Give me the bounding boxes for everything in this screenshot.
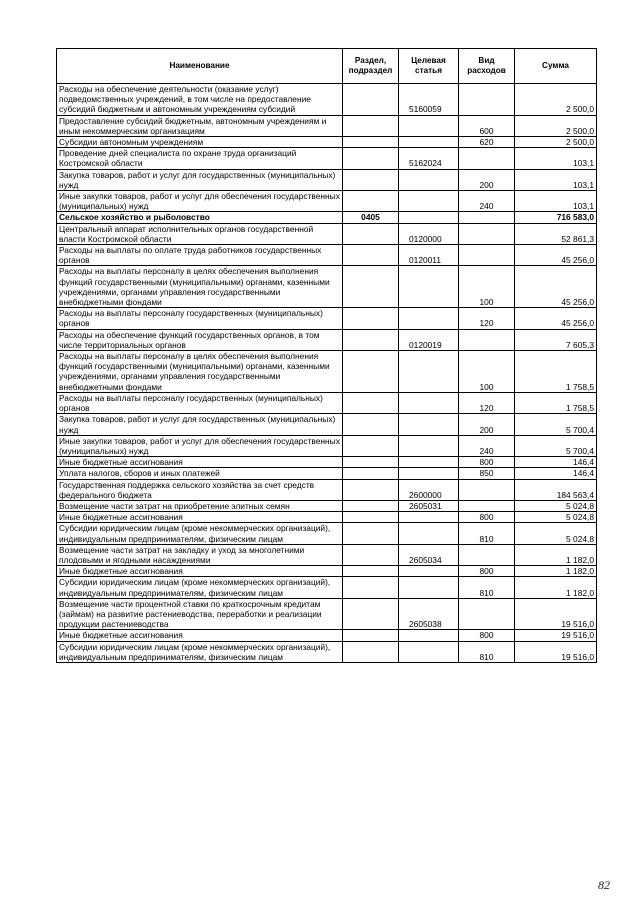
row-section-cell (343, 577, 399, 598)
row-section-cell (343, 457, 399, 468)
row-section-cell (343, 630, 399, 641)
row-name-cell: Расходы на обеспечение функций государственных органов, в том числе территориальных органов (57, 329, 343, 350)
row-section-cell (343, 544, 399, 565)
row-section-cell (343, 523, 399, 544)
table-row (57, 351, 597, 393)
row-section-cell: 0405 (343, 212, 399, 223)
row-target-cell (399, 641, 459, 662)
row-name-cell: Иные бюджетные ассигнования (57, 512, 343, 523)
row-target-cell: 2600000 (399, 479, 459, 500)
row-name-cell: Субсидии юридическим лицам (кроме некоммерческих организаций), индивидуальным предпринимателям, физическим лицам (57, 577, 343, 598)
row-section-cell (343, 598, 399, 630)
row-sum-cell: 5 700,4 (515, 414, 597, 435)
row-sum-cell: 184 563,4 (515, 479, 597, 500)
row-type-cell: 240 (459, 435, 515, 456)
row-sum-cell: 1 758,5 (515, 351, 597, 393)
row-sum-cell: 45 256,0 (515, 266, 597, 308)
row-target-cell: 0120000 (399, 223, 459, 244)
budget-table (56, 48, 597, 663)
row-target-cell (399, 512, 459, 523)
row-type-cell (459, 84, 515, 116)
row-sum-cell: 45 256,0 (515, 308, 597, 329)
budget-sheet (56, 48, 596, 663)
row-name-cell: Иные бюджетные ассигнования (57, 630, 343, 641)
row-target-cell: 2605031 (399, 500, 459, 511)
row-section-cell (343, 191, 399, 212)
row-target-cell: 5162024 (399, 148, 459, 169)
row-name-cell: Возмещение части процентной ставки по краткосрочным кредитам (займам) на развитие растениеводства, переработки и реализации продукции растениеводства (57, 598, 343, 630)
table-row (57, 598, 597, 630)
table-row (57, 512, 597, 523)
table-row (57, 148, 597, 169)
row-target-cell (399, 566, 459, 577)
header-type: Вид расходов (459, 49, 515, 84)
row-sum-cell: 52 861,3 (515, 223, 597, 244)
table-row (57, 544, 597, 565)
row-sum-cell: 5 024,8 (515, 523, 597, 544)
row-section-cell (343, 245, 399, 266)
row-sum-cell: 2 500,0 (515, 137, 597, 148)
row-target-cell: 0120019 (399, 329, 459, 350)
row-sum-cell: 716 583,0 (515, 212, 597, 223)
row-target-cell (399, 468, 459, 479)
table-row (57, 641, 597, 662)
table-row (57, 566, 597, 577)
table-row (57, 500, 597, 511)
header-name: Наименование (57, 49, 343, 84)
row-name-cell: Центральный аппарат исполнительных органов государственной власти Костромской области (57, 223, 343, 244)
row-section-cell (343, 148, 399, 169)
header-sum: Сумма (515, 49, 597, 84)
row-section-cell (343, 468, 399, 479)
table-row (57, 84, 597, 116)
row-name-cell: Иные закупки товаров, работ и услуг для обеспечения государственных (муниципальных) нужд (57, 435, 343, 456)
row-sum-cell: 146,4 (515, 468, 597, 479)
row-type-cell (459, 148, 515, 169)
row-sum-cell: 1 182,0 (515, 577, 597, 598)
row-name-cell: Расходы на выплаты по оплате труда работников государственных органов (57, 245, 343, 266)
row-type-cell: 800 (459, 566, 515, 577)
table-row (57, 392, 597, 413)
page-number-mark: 82 (598, 878, 610, 892)
row-sum-cell: 1 182,0 (515, 544, 597, 565)
row-type-cell (459, 598, 515, 630)
row-name-cell: Государственная поддержка сельского хозяйства за счет средств федерального бюджета (57, 479, 343, 500)
table-row (57, 191, 597, 212)
row-sum-cell: 5 024,8 (515, 500, 597, 511)
row-type-cell: 600 (459, 115, 515, 136)
row-type-cell: 800 (459, 512, 515, 523)
table-row (57, 577, 597, 598)
row-sum-cell: 1 758,5 (515, 392, 597, 413)
row-sum-cell: 2 500,0 (515, 115, 597, 136)
row-type-cell: 120 (459, 308, 515, 329)
row-section-cell (343, 500, 399, 511)
table-row (57, 308, 597, 329)
row-section-cell (343, 479, 399, 500)
row-type-cell: 810 (459, 577, 515, 598)
row-target-cell (399, 137, 459, 148)
row-target-cell: 2605034 (399, 544, 459, 565)
row-name-cell: Проведение дней специалиста по охране труда организаций Костромской области (57, 148, 343, 169)
row-name-cell: Расходы на выплаты персоналу в целях обеспечения выполнения функций государственными (муниципальными) органами, казенными учреждениями, органами управления государственными внебюджетными фондами (57, 266, 343, 308)
row-sum-cell: 19 516,0 (515, 641, 597, 662)
table-header-row (57, 49, 597, 84)
row-name-cell: Расходы на обеспечение деятельности (оказание услуг) подведомственных учреждений, в том числе на предоставление субсидий бюджетным и автономным учреждениям субсидий (57, 84, 343, 116)
row-target-cell (399, 191, 459, 212)
row-name-cell: Предоставление субсидий бюджетным, автономным учреждениям и иным некоммерческим организациям (57, 115, 343, 136)
row-section-cell (343, 115, 399, 136)
row-section-cell (343, 137, 399, 148)
row-name-cell: Иные закупки товаров, работ и услуг для обеспечения государственных (муниципальных) нужд (57, 191, 343, 212)
row-sum-cell: 19 516,0 (515, 630, 597, 641)
table-row (57, 115, 597, 136)
row-name-cell: Возмещение части затрат на приобретение элитных семян (57, 500, 343, 511)
row-target-cell (399, 630, 459, 641)
row-name-cell: Иные бюджетные ассигнования (57, 566, 343, 577)
row-section-cell (343, 641, 399, 662)
row-section-cell (343, 435, 399, 456)
row-section-cell (343, 266, 399, 308)
row-type-cell: 800 (459, 630, 515, 641)
row-type-cell (459, 223, 515, 244)
table-row (57, 414, 597, 435)
row-target-cell: 0120011 (399, 245, 459, 266)
row-type-cell: 810 (459, 641, 515, 662)
table-row (57, 457, 597, 468)
row-section-cell (343, 84, 399, 116)
table-body (57, 84, 597, 663)
row-type-cell: 100 (459, 351, 515, 393)
row-sum-cell: 1 182,0 (515, 566, 597, 577)
row-sum-cell: 2 500,0 (515, 84, 597, 116)
row-name-cell: Иные бюджетные ассигнования (57, 457, 343, 468)
row-type-cell: 100 (459, 266, 515, 308)
row-target-cell: 5160059 (399, 84, 459, 116)
row-target-cell (399, 212, 459, 223)
row-type-cell (459, 212, 515, 223)
row-type-cell: 200 (459, 414, 515, 435)
row-name-cell: Субсидии юридическим лицам (кроме некоммерческих организаций), индивидуальным предпринимателям, физическим лицам (57, 523, 343, 544)
row-target-cell (399, 435, 459, 456)
row-target-cell (399, 392, 459, 413)
row-type-cell: 240 (459, 191, 515, 212)
row-sum-cell: 19 516,0 (515, 598, 597, 630)
row-target-cell (399, 115, 459, 136)
row-type-cell (459, 544, 515, 565)
row-target-cell (399, 351, 459, 393)
row-type-cell (459, 329, 515, 350)
row-type-cell: 120 (459, 392, 515, 413)
row-name-cell: Возмещение части затрат на закладку и уход за многолетними плодовыми и ягодными насаждениями (57, 544, 343, 565)
row-name-cell: Субсидии автономным учреждениям (57, 137, 343, 148)
row-target-cell (399, 523, 459, 544)
row-sum-cell: 7 605,3 (515, 329, 597, 350)
row-type-cell: 800 (459, 457, 515, 468)
row-type-cell (459, 245, 515, 266)
row-sum-cell: 103,1 (515, 148, 597, 169)
row-name-cell: Уплата налогов, сборов и иных платежей (57, 468, 343, 479)
row-section-cell (343, 392, 399, 413)
row-name-cell: Расходы на выплаты персоналу государственных (муниципальных) органов (57, 308, 343, 329)
row-target-cell (399, 457, 459, 468)
table-row (57, 630, 597, 641)
table-row (57, 329, 597, 350)
row-name-cell: Закупка товаров, работ и услуг для государственных (муниципальных) нужд (57, 414, 343, 435)
row-sum-cell: 103,1 (515, 169, 597, 190)
table-row (57, 245, 597, 266)
header-section: Раздел, подраздел (343, 49, 399, 84)
row-target-cell (399, 414, 459, 435)
row-target-cell (399, 308, 459, 329)
table-row (57, 468, 597, 479)
row-section-cell (343, 566, 399, 577)
row-section-cell (343, 223, 399, 244)
row-sum-cell: 5 024,8 (515, 512, 597, 523)
row-type-cell: 850 (459, 468, 515, 479)
table-row (57, 523, 597, 544)
row-target-cell (399, 577, 459, 598)
row-sum-cell: 45 256,0 (515, 245, 597, 266)
row-name-cell: Расходы на выплаты персоналу в целях обеспечения выполнения функций государственными (муниципальными) органами, казенными учреждениями, органами управления государственными внебюджетными фондами (57, 351, 343, 393)
row-target-cell: 2605038 (399, 598, 459, 630)
row-section-cell (343, 308, 399, 329)
row-name-cell: Закупка товаров, работ и услуг для государственных (муниципальных) нужд (57, 169, 343, 190)
row-name-cell: Сельское хозяйство и рыболовство (57, 212, 343, 223)
row-sum-cell: 146,4 (515, 457, 597, 468)
table-row (57, 266, 597, 308)
row-section-cell (343, 329, 399, 350)
row-type-cell (459, 479, 515, 500)
row-target-cell (399, 266, 459, 308)
row-name-cell: Субсидии юридическим лицам (кроме некоммерческих организаций), индивидуальным предпринимателям, физическим лицам (57, 641, 343, 662)
row-sum-cell: 5 700,4 (515, 435, 597, 456)
table-row (57, 137, 597, 148)
row-section-cell (343, 169, 399, 190)
table-row (57, 212, 597, 223)
row-section-cell (343, 512, 399, 523)
row-section-cell (343, 351, 399, 393)
header-target: Целевая статья (399, 49, 459, 84)
row-type-cell: 810 (459, 523, 515, 544)
row-type-cell: 620 (459, 137, 515, 148)
row-name-cell: Расходы на выплаты персоналу государственных (муниципальных) органов (57, 392, 343, 413)
table-row (57, 169, 597, 190)
row-type-cell: 200 (459, 169, 515, 190)
table-row (57, 223, 597, 244)
row-target-cell (399, 169, 459, 190)
table-row (57, 435, 597, 456)
table-row (57, 479, 597, 500)
row-sum-cell: 103,1 (515, 191, 597, 212)
row-type-cell (459, 500, 515, 511)
row-section-cell (343, 414, 399, 435)
